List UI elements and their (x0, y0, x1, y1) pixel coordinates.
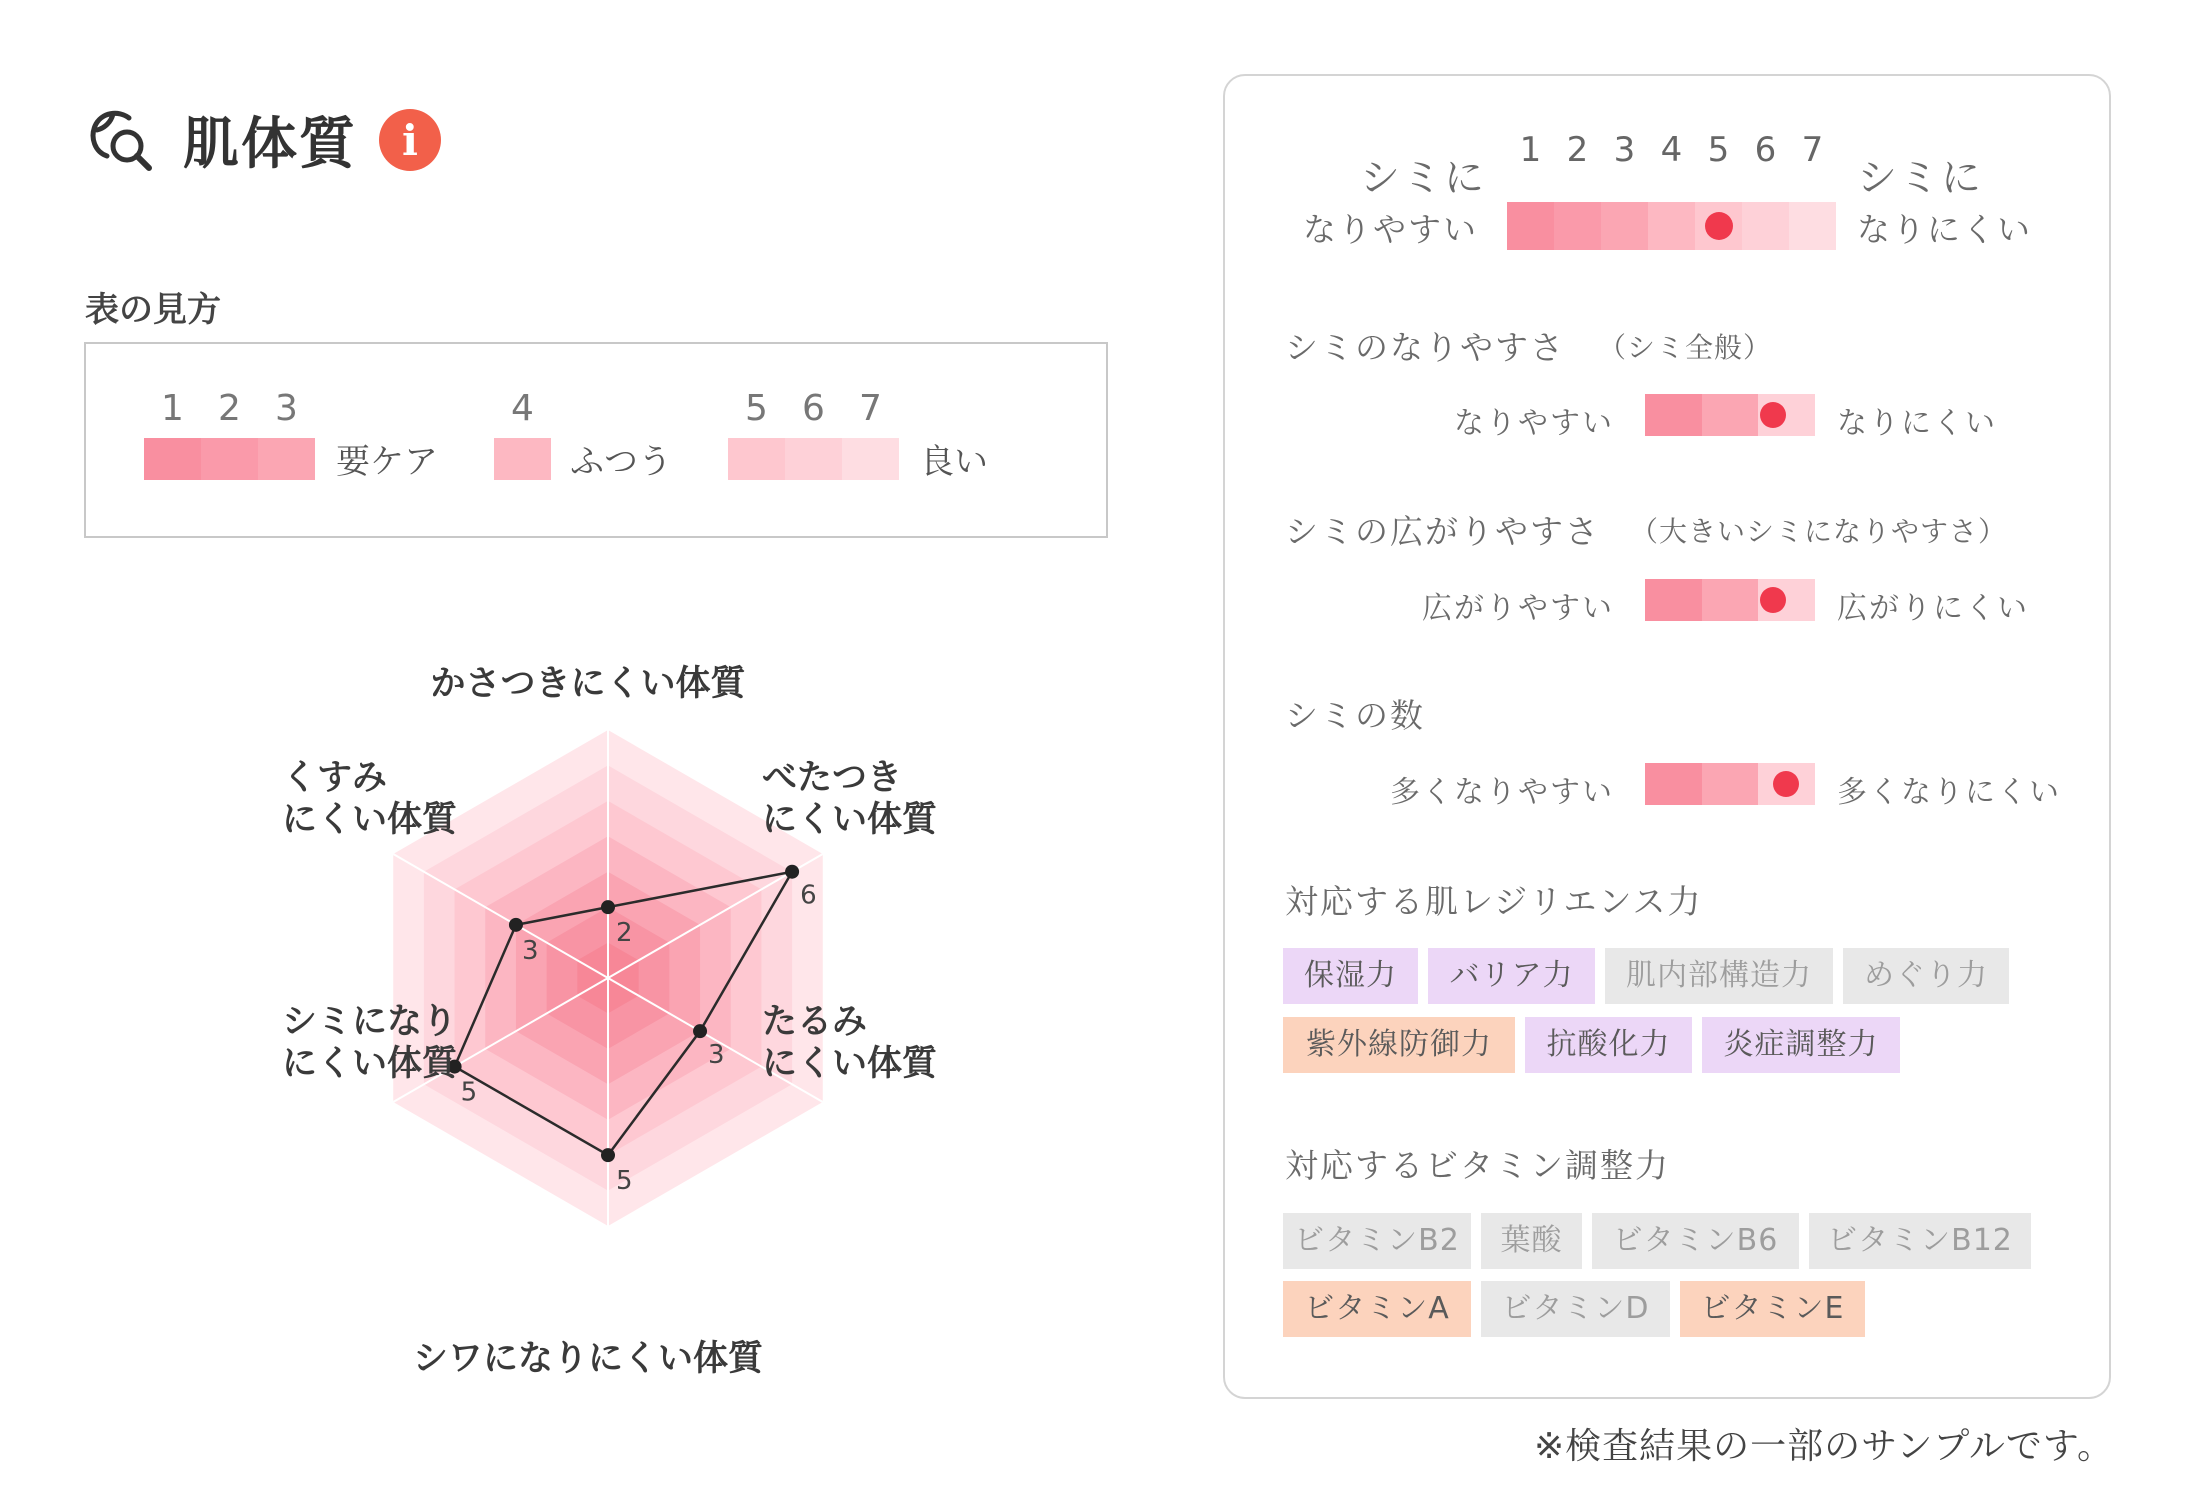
main-scale-left-top: シミに (1360, 155, 1486, 201)
radar-axis-label: シミになり (282, 1002, 458, 1042)
legend-group-normal-numbers (494, 388, 551, 429)
radar-chart-svg (160, 615, 1080, 1379)
vitamin-heading: 対応するビタミン調整力 (1285, 1146, 1670, 1185)
resilience-tag-structure: 肌内部構造力 (1605, 948, 1833, 1004)
resilience-tag-barrier: バリア力 (1428, 948, 1595, 1004)
metric-bar-cell (1702, 763, 1759, 805)
legend-cell (258, 438, 315, 480)
legend-number: 5 (745, 388, 768, 429)
metric-note: （大きいシミになりやすさ） (1630, 515, 2008, 548)
main-scale-cell (1507, 202, 1554, 250)
radar-data-point (785, 865, 799, 879)
vitamin-tag-a: ビタミンA (1283, 1281, 1471, 1337)
legend-number: 7 (859, 388, 882, 429)
legend-number: 6 (802, 388, 825, 429)
radar-data-point (601, 1148, 615, 1162)
main-scale-number: 6 (1754, 130, 1777, 170)
metric-left-label: なりやすい (1454, 406, 1614, 441)
main-scale-right-bottom: なりにくい (1857, 210, 2032, 249)
radar-data-point (509, 918, 523, 932)
radar-chart (160, 615, 1080, 1379)
legend-number: 4 (511, 388, 534, 429)
main-scale-cell (1648, 202, 1695, 250)
radar-axis-label: にくい体質 (762, 800, 938, 840)
metric-right-label: 多くなりにくい (1837, 775, 2061, 810)
metric-bar-cell (1645, 579, 1702, 621)
main-scale-number: 2 (1566, 130, 1589, 170)
vitamin-tag-d: ビタミンD (1481, 1281, 1670, 1337)
metric-bar (1645, 579, 1815, 621)
metric-title: シミのなりやすさ (1285, 328, 1565, 367)
metric-bar-cell (1702, 394, 1759, 436)
main-scale-cell (1554, 202, 1601, 250)
radar-axis-label: くすみ (282, 758, 388, 798)
main-scale-number: 5 (1707, 130, 1730, 170)
radar-data-point (601, 900, 615, 914)
resilience-tag-antioxidant: 抗酸化力 (1525, 1017, 1692, 1073)
legend-box (84, 342, 1108, 538)
legend-label-care: 要ケア (336, 442, 438, 482)
legend-cell (785, 438, 842, 480)
resilience-tag-moisture: 保湿力 (1283, 948, 1418, 1004)
main-scale-number: 4 (1660, 130, 1683, 170)
resilience-tag-uv-defense: 紫外線防御力 (1283, 1017, 1515, 1073)
metric-bar-cell (1645, 763, 1702, 805)
radar-value-label: 5 (460, 1077, 478, 1108)
metric-left-label: 広がりやすい (1422, 591, 1614, 626)
footnote: ※検査結果の一部のサンプルです。 (1534, 1426, 2115, 1467)
main-scale-marker (1705, 212, 1733, 240)
radar-axis-label: べたつき (762, 758, 903, 798)
main-scale-number: 1 (1519, 130, 1542, 170)
main-scale-right-top: シミに (1857, 155, 1983, 201)
vitamin-tag-b12: ビタミンB12 (1809, 1213, 2031, 1269)
legend-bar-normal (494, 438, 551, 480)
radar-value-label: 6 (800, 880, 817, 911)
legend-heading: 表の見方 (85, 290, 221, 330)
resilience-tag-inflammation: 炎症調整力 (1702, 1017, 1900, 1073)
legend-cell (842, 438, 899, 480)
metric-title: シミの広がりやすさ (1285, 512, 1600, 551)
radar-value-label: 5 (616, 1166, 633, 1197)
main-scale-cell (1601, 202, 1648, 250)
legend-cell (728, 438, 785, 480)
legend-bar-good (728, 438, 899, 480)
metric-bar-cell (1645, 394, 1702, 436)
legend-label-normal: ふつう (570, 442, 672, 482)
metric-marker (1773, 771, 1799, 797)
main-scale-cell (1789, 202, 1836, 250)
metric-title: シミの数 (1285, 696, 1425, 735)
radar-axis-label: かさつきにくい体質 (430, 664, 746, 704)
legend-bar-care (144, 438, 315, 480)
radar-value-label: 2 (616, 918, 633, 949)
legend-cell (494, 438, 551, 480)
page-title: 肌体質 (183, 112, 357, 177)
main-scale-number: 7 (1801, 130, 1824, 170)
resilience-heading: 対応する肌レジリエンス力 (1285, 882, 1703, 921)
legend-number: 2 (218, 388, 241, 429)
radar-axis-label: にくい体質 (282, 1044, 458, 1084)
metric-note: （シミ全般） (1598, 331, 1773, 364)
vitamin-tag-b2: ビタミンB2 (1283, 1213, 1471, 1269)
main-scale-cell (1742, 202, 1789, 250)
spot-risk-panel (1223, 74, 2111, 1399)
radar-value-label: 3 (521, 935, 539, 966)
legend-cell (201, 438, 258, 480)
metric-marker (1760, 587, 1786, 613)
metric-bar-cell (1702, 579, 1759, 621)
radar-data-point (693, 1024, 707, 1038)
face-search-icon (85, 104, 157, 176)
radar-axis-label: にくい体質 (762, 1044, 938, 1084)
legend-label-good: 良い (920, 442, 988, 482)
resilience-tag-circulation: めぐり力 (1843, 948, 2009, 1004)
vitamin-tag-folic-acid: 葉酸 (1481, 1213, 1582, 1269)
title-row (85, 100, 441, 180)
radar-axis-label: たるみ (762, 1002, 868, 1042)
legend-number: 1 (161, 388, 184, 429)
metric-right-label: なりにくい (1837, 406, 1997, 441)
vitamin-tag-e: ビタミンE (1680, 1281, 1865, 1337)
radar-axis-label: にくい体質 (282, 800, 458, 840)
radar-axis-label: シワになりにくい体質 (412, 1339, 764, 1379)
main-scale-left-bottom: なりやすい (1303, 210, 1478, 249)
metric-right-label: 広がりにくい (1837, 591, 2029, 626)
metric-marker (1760, 402, 1786, 428)
legend-number: 3 (275, 388, 298, 429)
main-scale-bar (1507, 202, 1836, 250)
legend-group-care-numbers (144, 388, 315, 429)
metric-bar (1645, 394, 1815, 436)
main-scale-number: 3 (1613, 130, 1636, 170)
legend-group-good-numbers (728, 388, 899, 429)
vitamin-tag-b6: ビタミンB6 (1592, 1213, 1799, 1269)
info-icon[interactable]: i (379, 109, 441, 171)
metric-left-label: 多くなりやすい (1390, 775, 1614, 810)
legend-cell (144, 438, 201, 480)
radar-value-label: 3 (708, 1040, 725, 1071)
